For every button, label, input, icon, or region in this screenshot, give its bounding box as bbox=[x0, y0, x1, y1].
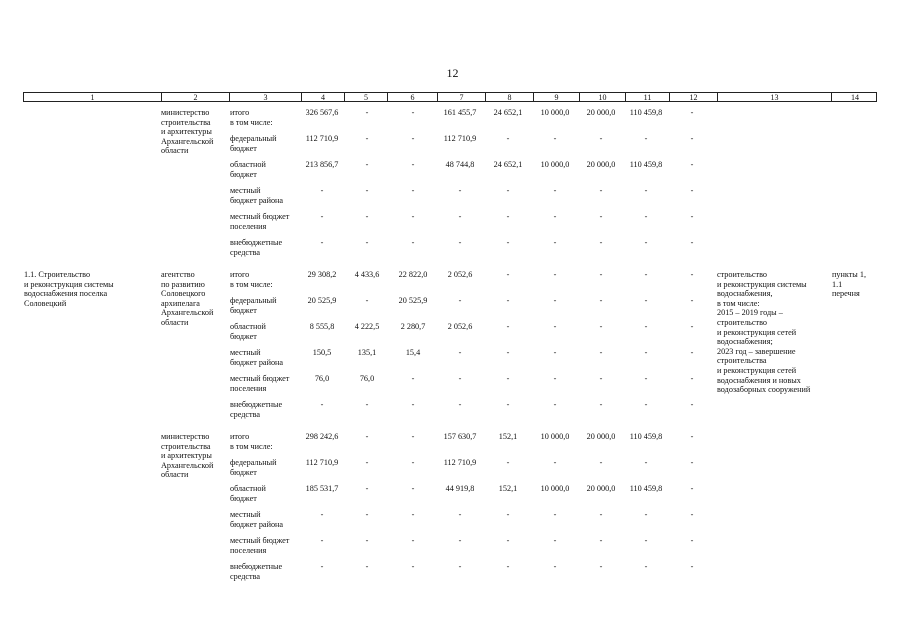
budget-value: - bbox=[411, 400, 415, 409]
funding-source: областной бюджет bbox=[230, 160, 266, 179]
header-col-5: 5 bbox=[344, 93, 387, 102]
budget-value: - bbox=[690, 134, 694, 143]
budget-value: - bbox=[644, 212, 648, 221]
budget-value: 20 000,0 bbox=[586, 484, 616, 493]
budget-value: - bbox=[506, 510, 510, 519]
budget-value: - bbox=[411, 238, 415, 247]
budget-value: 22 822,0 bbox=[398, 270, 428, 279]
expected-result: строительство и реконструкция системы водоснабжения, в том числе: 2015 – 2019 годы – строительство и реконструкция сетей водоснабжения; 2023 год – завершение строительства и реконструкция сетей водоснабжения и новых водозаборных сооружений bbox=[717, 270, 811, 395]
budget-value: - bbox=[365, 536, 369, 545]
budget-value: - bbox=[365, 432, 369, 441]
budget-value: - bbox=[365, 510, 369, 519]
funding-source: итого в том числе: bbox=[230, 432, 273, 451]
budget-value: - bbox=[599, 536, 603, 545]
budget-value: - bbox=[553, 400, 557, 409]
budget-value: - bbox=[411, 510, 415, 519]
header-col-10: 10 bbox=[579, 93, 625, 102]
budget-value: 44 919,8 bbox=[445, 484, 475, 493]
funding-source: местный бюджет поселения bbox=[230, 374, 290, 393]
budget-value: 135,1 bbox=[357, 348, 377, 357]
budget-value: - bbox=[644, 400, 648, 409]
budget-value: - bbox=[553, 238, 557, 247]
header-col-6: 6 bbox=[387, 93, 437, 102]
budget-value: - bbox=[644, 374, 648, 383]
budget-value: - bbox=[690, 562, 694, 571]
budget-value: - bbox=[644, 322, 648, 331]
budget-value: - bbox=[365, 458, 369, 467]
header-col-9: 9 bbox=[533, 93, 579, 102]
budget-value: 152,1 bbox=[498, 484, 518, 493]
budget-value: 48 744,8 bbox=[445, 160, 475, 169]
budget-value: - bbox=[411, 160, 415, 169]
budget-value: - bbox=[599, 296, 603, 305]
budget-value: 2 280,7 bbox=[400, 322, 426, 331]
budget-value: - bbox=[506, 374, 510, 383]
budget-value: - bbox=[690, 374, 694, 383]
funding-source: внебюджетные средства bbox=[230, 562, 283, 581]
budget-value: 10 000,0 bbox=[540, 432, 570, 441]
budget-value: 112 710,9 bbox=[305, 458, 339, 467]
budget-value: - bbox=[599, 458, 603, 467]
budget-value: 326 567,6 bbox=[305, 108, 339, 117]
budget-value: - bbox=[411, 108, 415, 117]
budget-value: - bbox=[458, 510, 462, 519]
budget-value: - bbox=[506, 212, 510, 221]
budget-value: 76,0 bbox=[359, 374, 375, 383]
funding-source: местный бюджет поселения bbox=[230, 536, 290, 555]
budget-value: - bbox=[690, 160, 694, 169]
budget-value: 20 525,9 bbox=[398, 296, 428, 305]
budget-value: - bbox=[644, 296, 648, 305]
budget-value: - bbox=[553, 510, 557, 519]
budget-value: - bbox=[690, 108, 694, 117]
budget-value: 161 455,7 bbox=[443, 108, 477, 117]
budget-value: - bbox=[411, 458, 415, 467]
budget-value: - bbox=[690, 536, 694, 545]
budget-value: - bbox=[506, 134, 510, 143]
budget-value: - bbox=[365, 562, 369, 571]
budget-value: - bbox=[690, 322, 694, 331]
funding-source: областной бюджет bbox=[230, 322, 266, 341]
header-col-3: 3 bbox=[229, 93, 301, 102]
budget-value: - bbox=[365, 238, 369, 247]
executor-name: агентство по развитию Соловецкого архипелага Архангельской области bbox=[161, 270, 214, 327]
header-col-14: 14 bbox=[831, 93, 878, 102]
budget-value: - bbox=[599, 212, 603, 221]
budget-value: - bbox=[320, 186, 324, 195]
budget-value: - bbox=[320, 562, 324, 571]
budget-value: 110 459,8 bbox=[629, 108, 663, 117]
budget-value: - bbox=[506, 536, 510, 545]
budget-value: 29 308,2 bbox=[307, 270, 337, 279]
budget-value: - bbox=[599, 348, 603, 357]
budget-value: - bbox=[553, 562, 557, 571]
budget-value: 150,5 bbox=[312, 348, 332, 357]
budget-value: 76,0 bbox=[314, 374, 330, 383]
budget-value: 152,1 bbox=[498, 432, 518, 441]
budget-value: - bbox=[644, 270, 648, 279]
budget-value: - bbox=[553, 296, 557, 305]
budget-value: - bbox=[599, 270, 603, 279]
budget-value: - bbox=[458, 238, 462, 247]
budget-value: 20 000,0 bbox=[586, 432, 616, 441]
budget-value: - bbox=[411, 484, 415, 493]
list-points: пункты 1, 1.1 перечня bbox=[832, 270, 866, 299]
budget-value: 24 652,1 bbox=[493, 108, 523, 117]
budget-value: - bbox=[365, 108, 369, 117]
budget-value: - bbox=[644, 536, 648, 545]
budget-value: - bbox=[365, 134, 369, 143]
budget-value: - bbox=[690, 348, 694, 357]
budget-value: - bbox=[320, 536, 324, 545]
funding-source: внебюджетные средства bbox=[230, 238, 283, 257]
budget-value: - bbox=[690, 458, 694, 467]
budget-value: - bbox=[553, 186, 557, 195]
budget-value: 112 710,9 bbox=[443, 458, 477, 467]
header-col-7: 7 bbox=[437, 93, 485, 102]
budget-value: - bbox=[599, 322, 603, 331]
budget-value: - bbox=[320, 400, 324, 409]
budget-value: 4 433,6 bbox=[354, 270, 380, 279]
budget-value: 110 459,8 bbox=[629, 484, 663, 493]
header-col-11: 11 bbox=[625, 93, 669, 102]
budget-value: - bbox=[644, 134, 648, 143]
budget-value: - bbox=[411, 374, 415, 383]
column-number-header bbox=[23, 92, 877, 102]
budget-value: - bbox=[690, 270, 694, 279]
executor-name: министерство строительства и архитектуры Архангельской области bbox=[161, 108, 214, 156]
funding-source: местный бюджет поселения bbox=[230, 212, 290, 231]
funding-source: местный бюджет района bbox=[230, 510, 284, 529]
budget-value: - bbox=[411, 562, 415, 571]
budget-value: 20 525,9 bbox=[307, 296, 337, 305]
page-number: 12 bbox=[446, 66, 459, 80]
budget-value: - bbox=[599, 238, 603, 247]
budget-value: - bbox=[644, 510, 648, 519]
budget-value: - bbox=[690, 484, 694, 493]
budget-value: - bbox=[411, 134, 415, 143]
budget-value: - bbox=[458, 400, 462, 409]
budget-value: - bbox=[690, 238, 694, 247]
budget-value: - bbox=[506, 238, 510, 247]
budget-value: - bbox=[411, 212, 415, 221]
funding-source: итого в том числе: bbox=[230, 270, 273, 289]
header-col-4: 4 bbox=[301, 93, 344, 102]
budget-value: 24 652,1 bbox=[493, 160, 523, 169]
budget-value: - bbox=[506, 186, 510, 195]
executor-name: министерство строительства и архитектуры Архангельской области bbox=[161, 432, 214, 480]
budget-value: - bbox=[365, 484, 369, 493]
funding-source: областной бюджет bbox=[230, 484, 266, 503]
budget-value: - bbox=[553, 322, 557, 331]
funding-source: федеральный бюджет bbox=[230, 296, 277, 315]
budget-value: - bbox=[690, 186, 694, 195]
budget-value: - bbox=[599, 374, 603, 383]
budget-value: - bbox=[320, 238, 324, 247]
budget-value: - bbox=[690, 296, 694, 305]
budget-value: - bbox=[506, 562, 510, 571]
budget-value: 112 710,9 bbox=[305, 134, 339, 143]
funding-source: итого в том числе: bbox=[230, 108, 273, 127]
budget-value: 112 710,9 bbox=[443, 134, 477, 143]
budget-value: - bbox=[644, 458, 648, 467]
budget-value: - bbox=[458, 296, 462, 305]
budget-value: - bbox=[553, 374, 557, 383]
budget-value: 20 000,0 bbox=[586, 160, 616, 169]
funding-source: федеральный бюджет bbox=[230, 134, 277, 153]
budget-value: 2 052,6 bbox=[447, 270, 473, 279]
header-col-13: 13 bbox=[717, 93, 831, 102]
budget-value: 15,4 bbox=[405, 348, 421, 357]
budget-value: 10 000,0 bbox=[540, 484, 570, 493]
budget-value: - bbox=[553, 212, 557, 221]
budget-value: - bbox=[690, 432, 694, 441]
budget-value: - bbox=[458, 186, 462, 195]
budget-value: 10 000,0 bbox=[540, 108, 570, 117]
budget-value: 213 856,7 bbox=[305, 160, 339, 169]
budget-value: - bbox=[553, 536, 557, 545]
header-col-12: 12 bbox=[669, 93, 717, 102]
budget-value: 2 052,6 bbox=[447, 322, 473, 331]
budget-value: - bbox=[506, 296, 510, 305]
budget-value: - bbox=[644, 238, 648, 247]
budget-value: - bbox=[599, 186, 603, 195]
budget-value: - bbox=[365, 212, 369, 221]
funding-source: федеральный бюджет bbox=[230, 458, 277, 477]
budget-value: - bbox=[458, 536, 462, 545]
budget-value: - bbox=[690, 212, 694, 221]
budget-value: - bbox=[553, 458, 557, 467]
budget-value: 110 459,8 bbox=[629, 160, 663, 169]
budget-value: - bbox=[599, 562, 603, 571]
budget-value: - bbox=[458, 562, 462, 571]
project-name: 1.1. Строительство и реконструкция системы водоснабжения поселка Соловецкий bbox=[24, 270, 114, 308]
budget-value: - bbox=[506, 270, 510, 279]
budget-value: - bbox=[599, 400, 603, 409]
budget-value: - bbox=[365, 186, 369, 195]
budget-value: - bbox=[458, 348, 462, 357]
funding-source: местный бюджет района bbox=[230, 186, 284, 205]
budget-value: - bbox=[411, 536, 415, 545]
budget-value: - bbox=[365, 296, 369, 305]
budget-value: - bbox=[506, 458, 510, 467]
budget-value: - bbox=[411, 186, 415, 195]
header-col-8: 8 bbox=[485, 93, 533, 102]
budget-value: 8 555,8 bbox=[309, 322, 335, 331]
budget-value: - bbox=[506, 400, 510, 409]
budget-value: - bbox=[506, 348, 510, 357]
budget-value: - bbox=[411, 432, 415, 441]
budget-value: 298 242,6 bbox=[305, 432, 339, 441]
budget-value: - bbox=[506, 322, 510, 331]
budget-value: - bbox=[599, 510, 603, 519]
budget-value: - bbox=[553, 348, 557, 357]
budget-value: 10 000,0 bbox=[540, 160, 570, 169]
header-col-1: 1 bbox=[90, 93, 95, 102]
budget-value: 4 222,5 bbox=[354, 322, 380, 331]
budget-value: - bbox=[690, 510, 694, 519]
budget-value: - bbox=[365, 160, 369, 169]
budget-value: - bbox=[644, 562, 648, 571]
budget-value: - bbox=[458, 374, 462, 383]
budget-value: 185 531,7 bbox=[305, 484, 339, 493]
budget-value: - bbox=[458, 212, 462, 221]
funding-source: внебюджетные средства bbox=[230, 400, 283, 419]
funding-source: местный бюджет района bbox=[230, 348, 284, 367]
budget-value: - bbox=[644, 186, 648, 195]
budget-value: 157 630,7 bbox=[443, 432, 477, 441]
budget-value: - bbox=[320, 212, 324, 221]
budget-value: - bbox=[320, 510, 324, 519]
budget-value: - bbox=[644, 348, 648, 357]
budget-value: - bbox=[553, 134, 557, 143]
budget-value: - bbox=[553, 270, 557, 279]
budget-value: - bbox=[599, 134, 603, 143]
budget-value: 20 000,0 bbox=[586, 108, 616, 117]
header-col-2: 2 bbox=[161, 93, 229, 102]
budget-value: - bbox=[365, 400, 369, 409]
budget-value: - bbox=[690, 400, 694, 409]
budget-value: 110 459,8 bbox=[629, 432, 663, 441]
